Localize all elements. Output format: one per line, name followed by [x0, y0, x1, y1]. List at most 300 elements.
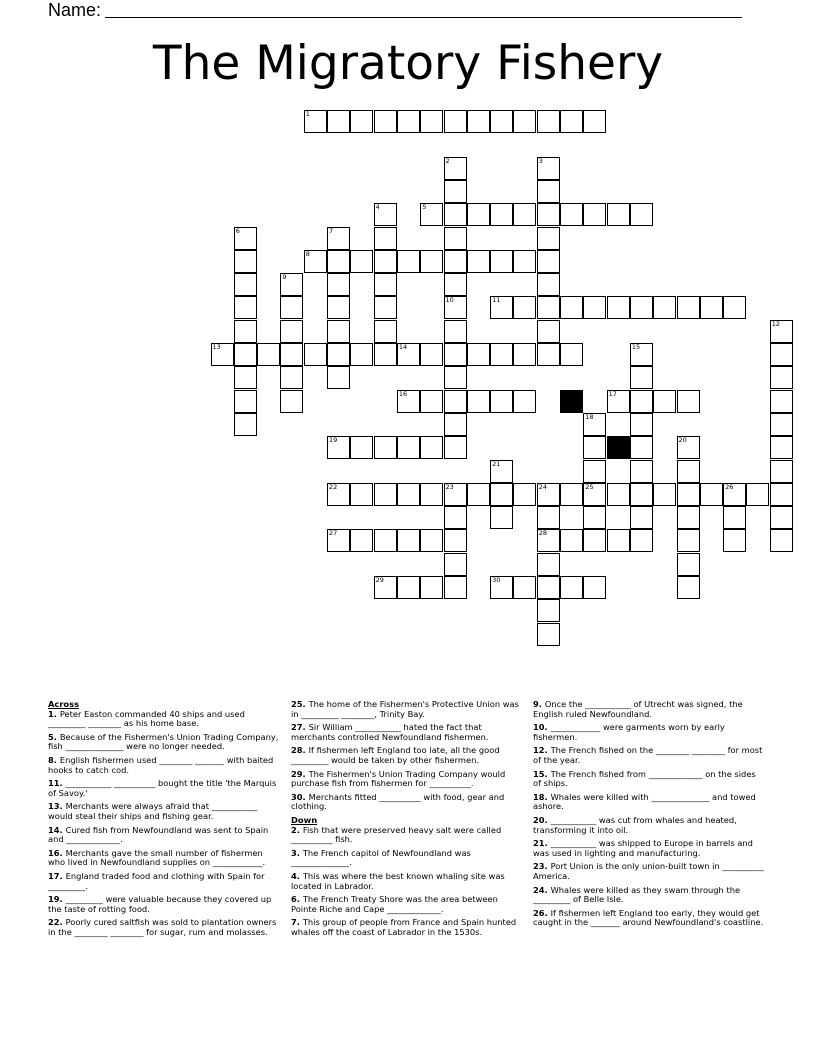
grid-cell[interactable]: [327, 343, 350, 366]
grid-cell[interactable]: [630, 483, 653, 506]
grid-cell[interactable]: [327, 296, 350, 319]
grid-cell[interactable]: [374, 250, 397, 273]
clue-number: 23: [445, 482, 454, 491]
grid-cell[interactable]: [444, 227, 467, 250]
clue-num: 2.: [291, 824, 303, 835]
grid-cell[interactable]: [770, 460, 793, 483]
grid-cell[interactable]: [234, 390, 257, 413]
clue-text: ___________ was cut from whales and heated, transforming it into oil.: [533, 814, 737, 835]
clue-number: 25: [585, 482, 594, 491]
grid-cell[interactable]: [770, 529, 793, 552]
grid-cell[interactable]: [397, 250, 420, 273]
clue-number: 26: [725, 482, 734, 491]
grid-cell[interactable]: [444, 413, 467, 436]
grid-cell[interactable]: [677, 460, 700, 483]
grid-cell[interactable]: [444, 553, 467, 576]
grid-cell[interactable]: [537, 506, 560, 529]
clue-number: 30: [492, 576, 501, 584]
grid-cell[interactable]: [350, 483, 373, 506]
grid-cell[interactable]: [327, 250, 350, 273]
grid-cell[interactable]: [513, 576, 536, 599]
grid-cell[interactable]: [420, 483, 443, 506]
clue-num: 29.: [291, 768, 309, 779]
grid-cell[interactable]: [234, 273, 257, 296]
grid-cell[interactable]: [420, 110, 443, 133]
grid-cell[interactable]: [537, 273, 560, 296]
clue-num: 19.: [48, 894, 66, 905]
grid-cell[interactable]: [630, 436, 653, 459]
grid-cell[interactable]: [444, 157, 467, 180]
clue-number: 12: [771, 319, 780, 328]
grid-cell[interactable]: [420, 529, 443, 552]
grid-cell[interactable]: [420, 390, 443, 413]
grid-cell[interactable]: [374, 529, 397, 552]
grid-cell[interactable]: [444, 529, 467, 552]
clue-number: 27: [329, 529, 338, 538]
grid-cell[interactable]: [770, 506, 793, 529]
clue-num: 18.: [533, 791, 551, 802]
grid-cell[interactable]: [490, 576, 513, 599]
grid-cell[interactable]: [467, 110, 490, 133]
clue-item: [48, 918, 280, 937]
grid-cell[interactable]: [374, 203, 397, 226]
clue-item: [48, 756, 280, 775]
grid-cell[interactable]: [467, 203, 490, 226]
grid-cell[interactable]: [630, 343, 653, 366]
grid-cell[interactable]: [327, 436, 350, 459]
grid-cell[interactable]: [677, 553, 700, 576]
clue-number: 14: [398, 343, 408, 351]
grid-cell[interactable]: [350, 250, 373, 273]
clue-item: [533, 793, 765, 812]
across-heading: Across: [48, 699, 80, 709]
clue-item: [48, 710, 280, 729]
grid-cell[interactable]: [397, 110, 420, 133]
clue-text: ____________ were garments worn by early fishermen.: [533, 722, 725, 742]
clue-number: 18: [585, 412, 594, 421]
clue-num: 12.: [533, 745, 551, 756]
clue-number: 19: [329, 436, 338, 445]
grid-cell[interactable]: [653, 296, 676, 319]
grid-cell[interactable]: [327, 320, 350, 343]
grid-cell[interactable]: [630, 203, 653, 226]
clue-item: [533, 862, 765, 881]
clue-item: [533, 886, 765, 905]
grid-cell[interactable]: [513, 343, 536, 366]
grid-cell[interactable]: [374, 320, 397, 343]
grid-cell[interactable]: [513, 110, 536, 133]
grid-cell[interactable]: [397, 576, 420, 599]
clue-item: [48, 826, 280, 845]
grid-cell[interactable]: [560, 343, 583, 366]
grid-cell[interactable]: [677, 390, 700, 413]
grid-cell[interactable]: [700, 483, 723, 506]
grid-cell[interactable]: [607, 296, 630, 319]
grid-cell[interactable]: [444, 506, 467, 529]
grid-cell[interactable]: [444, 366, 467, 389]
clue-text: ___________ __________ bought the title 'the Marquis of Savoy.': [48, 778, 277, 798]
grid-cell[interactable]: [490, 296, 513, 319]
grid-cell[interactable]: [350, 343, 373, 366]
grid-cell[interactable]: [444, 296, 467, 319]
grid-cell[interactable]: [653, 390, 676, 413]
grid-cell[interactable]: [677, 483, 700, 506]
clue-num: 22.: [48, 917, 66, 928]
grid-cell[interactable]: [677, 296, 700, 319]
clue-text: Because of the Fishermen's Union Trading Company, fish ______________ were no longer needed.: [48, 731, 279, 752]
grid-cell[interactable]: [677, 506, 700, 529]
clue-text: Whales were killed as they swam through the _________ of Belle Isle.: [533, 884, 741, 905]
clue-num: 30.: [291, 791, 309, 802]
clue-num: 24.: [533, 884, 551, 895]
grid-cell[interactable]: [723, 506, 746, 529]
grid-cell[interactable]: [490, 250, 513, 273]
grid-cell[interactable]: [374, 576, 397, 599]
grid-cell[interactable]: [630, 390, 653, 413]
grid-cell[interactable]: [583, 413, 606, 436]
grid-cell[interactable]: [327, 273, 350, 296]
grid-cell[interactable]: [630, 296, 653, 319]
clue-num: 3.: [291, 847, 303, 858]
grid-cell[interactable]: [234, 320, 257, 343]
grid-cell[interactable]: [490, 343, 513, 366]
grid-cell[interactable]: [723, 296, 746, 319]
grid-cell[interactable]: [630, 529, 653, 552]
clue-item: [291, 849, 523, 868]
grid-cell[interactable]: [350, 436, 373, 459]
grid-cell[interactable]: [607, 203, 630, 226]
grid-cell[interactable]: [490, 203, 513, 226]
grid-cell[interactable]: [746, 483, 769, 506]
black-square: [607, 436, 630, 459]
grid-cell[interactable]: [374, 483, 397, 506]
grid-cell[interactable]: [467, 390, 490, 413]
grid-cell[interactable]: [280, 320, 303, 343]
grid-cell[interactable]: [327, 227, 350, 250]
clue-item: [533, 909, 765, 928]
grid-cell[interactable]: [560, 203, 583, 226]
grid-cell[interactable]: [257, 343, 280, 366]
clue-item: [48, 802, 280, 821]
grid-cell[interactable]: [280, 366, 303, 389]
clue-item: [291, 918, 523, 937]
grid-cell[interactable]: [374, 296, 397, 319]
clue-num: 10.: [533, 722, 551, 733]
clue-number: 1: [305, 110, 310, 118]
clue-text: The French fished on the ________ ________ for most of the year.: [533, 745, 763, 765]
clue-number: 24: [538, 482, 547, 491]
down-heading: Down: [291, 814, 318, 825]
grid-cell[interactable]: [327, 529, 350, 552]
clue-text: If fishermen left England too early, they would get caught in the _______ around Newfoundland's coastline.: [533, 907, 764, 928]
grid-cell[interactable]: [537, 180, 560, 203]
clue-number: 22: [329, 482, 338, 491]
clue-text: The French fished from _____________ on the sides of ships.: [533, 768, 756, 789]
clue-num: 15.: [533, 768, 551, 779]
clue-num: 14.: [48, 824, 66, 835]
grid-cell[interactable]: [770, 343, 793, 366]
grid-cell[interactable]: [397, 529, 420, 552]
grid-cell[interactable]: [234, 250, 257, 273]
grid-cell[interactable]: [537, 157, 560, 180]
clue-text: The French capitol of Newfoundland was ______________.: [291, 847, 471, 868]
grid-cell[interactable]: [444, 343, 467, 366]
grid-cell[interactable]: [444, 483, 467, 506]
grid-cell[interactable]: [374, 273, 397, 296]
grid-cell[interactable]: [677, 436, 700, 459]
grid-cell[interactable]: [513, 296, 536, 319]
clue-item: [533, 839, 765, 858]
grid-cell[interactable]: [583, 203, 606, 226]
grid-cell[interactable]: [280, 273, 303, 296]
clue-text: Merchants were always afraid that ___________ would steal their ships and fishing gear.: [48, 801, 258, 821]
clue-text: Whales were killed with ______________ and towed ashore.: [533, 791, 756, 812]
grid-cell[interactable]: [420, 343, 443, 366]
clue-item: [291, 826, 523, 845]
grid-cell[interactable]: [583, 483, 606, 506]
clue-num: 11.: [48, 778, 66, 789]
grid-cell[interactable]: [280, 343, 303, 366]
page-title: The Migratory Fishery: [152, 36, 664, 91]
grid-cell[interactable]: [234, 343, 257, 366]
grid-cell[interactable]: [467, 343, 490, 366]
grid-cell[interactable]: [537, 250, 560, 273]
grid-cell[interactable]: [583, 460, 606, 483]
clue-text: Sir William ___________ hated the fact that merchants controlled Newfoundland fishermen.: [291, 722, 489, 742]
clue-num: 23.: [533, 861, 551, 872]
grid-cell[interactable]: [537, 320, 560, 343]
grid-cell[interactable]: [560, 110, 583, 133]
grid-cell[interactable]: [234, 366, 257, 389]
clue-number: 15: [631, 343, 641, 351]
grid-cell[interactable]: [327, 483, 350, 506]
grid-cell[interactable]: [723, 483, 746, 506]
grid-cell[interactable]: [513, 250, 536, 273]
clue-text: Fish that were preserved heavy salt were called __________ fish.: [291, 824, 502, 845]
grid-cell[interactable]: [560, 529, 583, 552]
grid-cell[interactable]: [537, 110, 560, 133]
grid-cell[interactable]: [537, 227, 560, 250]
grid-cell[interactable]: [583, 506, 606, 529]
grid-cell[interactable]: [537, 599, 560, 622]
clue-number: 2: [445, 156, 450, 165]
clue-num: 13.: [48, 801, 66, 812]
clue-number: 7: [329, 226, 334, 235]
grid-cell[interactable]: [420, 436, 443, 459]
grid-cell[interactable]: [560, 483, 583, 506]
clue-item: [48, 849, 280, 868]
grid-cell[interactable]: [490, 460, 513, 483]
grid-cell[interactable]: [444, 180, 467, 203]
clue-column-3: [533, 700, 765, 932]
grid-cell[interactable]: [397, 436, 420, 459]
grid-cell[interactable]: [770, 483, 793, 506]
clue-number: 3: [538, 156, 543, 165]
clue-num: 20.: [533, 814, 551, 825]
clue-number: 8: [305, 249, 310, 258]
grid-cell[interactable]: [444, 203, 467, 226]
grid-cell[interactable]: [677, 576, 700, 599]
clue-text: The French Treaty Shore was the area between Pointe Riche and Cape _____________.: [291, 894, 498, 914]
clue-number: 6: [235, 226, 240, 235]
grid-cell[interactable]: [537, 483, 560, 506]
grid-cell[interactable]: [607, 390, 630, 413]
grid-cell[interactable]: [374, 436, 397, 459]
grid-cell[interactable]: [327, 110, 350, 133]
grid-cell[interactable]: [770, 436, 793, 459]
grid-cell[interactable]: [537, 529, 560, 552]
grid-cell[interactable]: [770, 366, 793, 389]
grid-cell[interactable]: [537, 623, 560, 646]
clue-number: 5: [422, 203, 427, 212]
grid-cell[interactable]: [513, 390, 536, 413]
grid-cell[interactable]: [374, 343, 397, 366]
grid-cell[interactable]: [537, 203, 560, 226]
grid-cell[interactable]: [583, 110, 606, 133]
clue-item: [48, 872, 280, 891]
grid-cell[interactable]: [444, 250, 467, 273]
grid-cell[interactable]: [280, 296, 303, 319]
clue-number: 28: [538, 529, 547, 538]
grid-cell[interactable]: [537, 296, 560, 319]
clue-text: England traded food and clothing with Spain for _________.: [48, 870, 265, 891]
clue-item: [48, 779, 280, 798]
grid-cell[interactable]: [444, 390, 467, 413]
grid-cell[interactable]: [630, 506, 653, 529]
clue-text: If fishermen left England too late, all the good _________ would be taken by other fishermen.: [291, 745, 500, 765]
clue-item: [533, 770, 765, 789]
clue-item: [291, 723, 523, 742]
grid-cell[interactable]: [304, 250, 327, 273]
grid-cell[interactable]: [630, 413, 653, 436]
grid-cell[interactable]: [537, 553, 560, 576]
clue-num: 16.: [48, 847, 66, 858]
clue-number: 10: [445, 296, 454, 305]
grid-cell[interactable]: [444, 436, 467, 459]
grid-cell[interactable]: [234, 227, 257, 250]
grid-cell[interactable]: [280, 390, 303, 413]
clue-text: The Fishermen's Union Trading Company would purchase fish from fishermen for __________.: [291, 768, 506, 789]
grid-cell[interactable]: [490, 506, 513, 529]
clue-column-1: [48, 700, 280, 941]
clue-item: [533, 816, 765, 835]
clue-text: Port Union is the only union-built town in __________ America.: [533, 861, 764, 881]
grid-cell[interactable]: [490, 483, 513, 506]
clue-text: Poorly cured saltfish was sold to plantation owners in the ________ ________ for sugar, rum and molasses.: [48, 917, 277, 937]
grid-cell[interactable]: [630, 460, 653, 483]
grid-cell[interactable]: [490, 390, 513, 413]
clue-item: [533, 746, 765, 765]
clue-num: 6.: [291, 894, 303, 905]
grid-cell[interactable]: [350, 529, 373, 552]
grid-cell[interactable]: [677, 529, 700, 552]
grid-cell[interactable]: [583, 436, 606, 459]
grid-cell[interactable]: [513, 203, 536, 226]
grid-cell[interactable]: [444, 320, 467, 343]
clue-number: 11: [492, 296, 501, 305]
grid-cell[interactable]: [770, 320, 793, 343]
grid-cell[interactable]: [374, 227, 397, 250]
clue-text: This was where the best known whaling site was located in Labrador.: [291, 870, 505, 891]
clue-num: 1.: [48, 708, 60, 719]
clue-num: 17.: [48, 870, 66, 881]
grid-cell[interactable]: [490, 110, 513, 133]
clue-num: 4.: [291, 870, 303, 881]
grid-cell[interactable]: [560, 296, 583, 319]
clue-num: 9.: [533, 699, 545, 709]
grid-cell[interactable]: [304, 343, 327, 366]
clue-item: [291, 793, 523, 812]
grid-cell[interactable]: [653, 483, 676, 506]
clue-item: [533, 700, 765, 719]
grid-cell[interactable]: [350, 110, 373, 133]
clue-number: 17: [608, 389, 617, 398]
grid-cell[interactable]: [607, 483, 630, 506]
grid-cell[interactable]: [327, 366, 350, 389]
grid-cell[interactable]: [467, 483, 490, 506]
grid-cell[interactable]: [304, 110, 327, 133]
clue-item: [48, 733, 280, 752]
grid-cell[interactable]: [397, 483, 420, 506]
grid-cell[interactable]: [234, 296, 257, 319]
grid-cell[interactable]: [537, 343, 560, 366]
grid-cell[interactable]: [583, 296, 606, 319]
grid-cell[interactable]: [397, 343, 420, 366]
grid-cell[interactable]: [513, 483, 536, 506]
clue-item: [291, 872, 523, 891]
grid-cell[interactable]: [770, 390, 793, 413]
clue-text: ___________ was shipped to Europe in barrels and was used in lighting and manufacturing.: [533, 838, 753, 858]
grid-cell[interactable]: [630, 366, 653, 389]
grid-cell[interactable]: [583, 576, 606, 599]
grid-cell[interactable]: [374, 110, 397, 133]
clue-num: 5.: [48, 731, 60, 742]
clue-item: [533, 723, 765, 742]
clue-text: The home of the Fishermen's Protective Union was in _________ ________, Trinity Bay.: [291, 699, 519, 719]
grid-cell[interactable]: [537, 576, 560, 599]
grid-cell[interactable]: [467, 250, 490, 273]
grid-cell[interactable]: [444, 576, 467, 599]
grid-cell[interactable]: [397, 390, 420, 413]
clue-text: Merchants gave the small number of fishermen who lived in Newfoundland supplies on ____________.: [48, 847, 266, 868]
grid-cell[interactable]: [420, 203, 443, 226]
clue-text: _________ were valuable because they covered up the taste of rotting food.: [48, 894, 272, 914]
clue-number: 9: [282, 273, 287, 282]
clue-number: 16: [398, 389, 408, 398]
grid-cell[interactable]: [723, 529, 746, 552]
clue-text: Once the ___________ of Utrecht was signed, the English ruled Newfoundland.: [533, 699, 743, 719]
grid-cell[interactable]: [583, 529, 606, 552]
clue-num: 26.: [533, 907, 551, 918]
clue-num: 28.: [291, 745, 309, 756]
grid-cell[interactable]: [211, 343, 234, 366]
grid-cell[interactable]: [444, 273, 467, 296]
clue-number: 13: [212, 343, 221, 351]
grid-cell[interactable]: [607, 529, 630, 552]
grid-cell[interactable]: [560, 576, 583, 599]
clue-number: 21: [492, 459, 501, 468]
grid-cell[interactable]: [234, 413, 257, 436]
grid-cell[interactable]: [420, 576, 443, 599]
grid-cell[interactable]: [444, 110, 467, 133]
clue-number: 20: [678, 436, 687, 445]
grid-cell[interactable]: [700, 296, 723, 319]
clue-num: 7.: [291, 917, 303, 928]
grid-cell[interactable]: [420, 250, 443, 273]
clue-item: [48, 895, 280, 914]
grid-cell[interactable]: [770, 413, 793, 436]
black-square: [560, 390, 583, 413]
